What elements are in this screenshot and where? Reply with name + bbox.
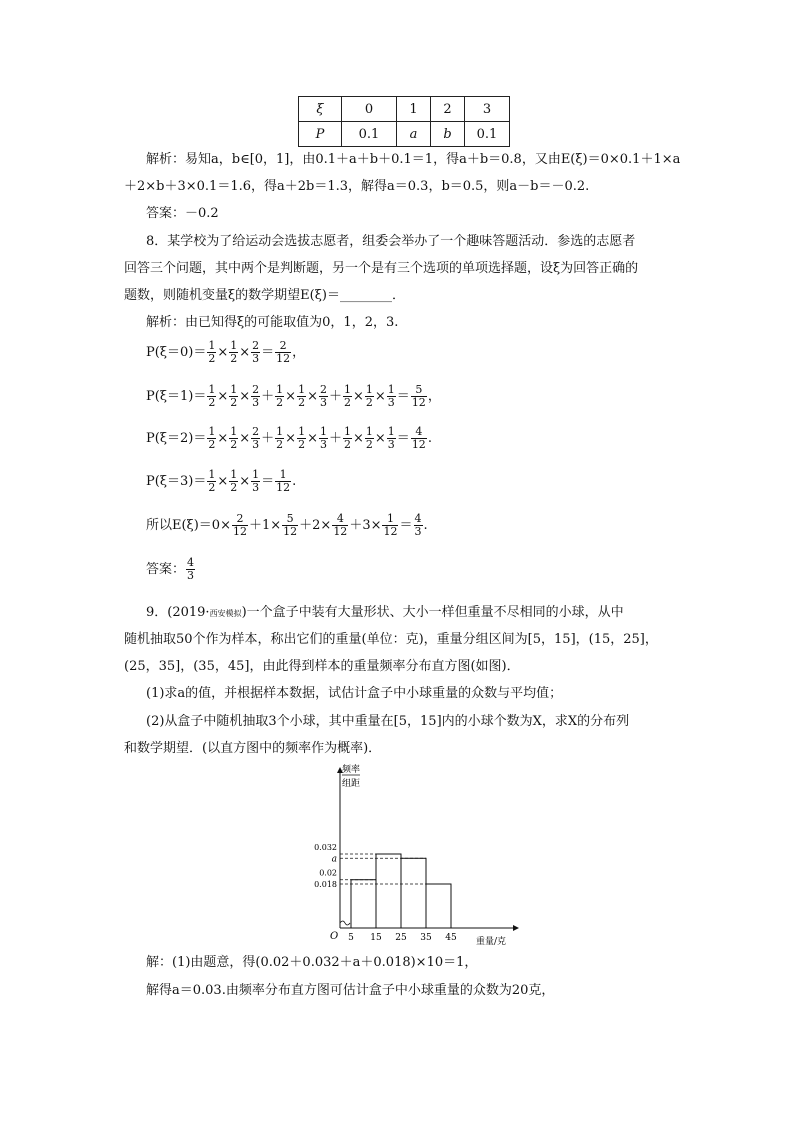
histogram-bar	[426, 884, 451, 928]
fraction: $\frac{2}{12}$	[276, 339, 291, 365]
fraction: $\frac{1}{12}$	[276, 468, 291, 494]
fraction: $\frac{4}{12}$	[333, 512, 348, 538]
p9-question-line2: 随机抽取50个作为样本，称出它们的重量(单位：克)，重量分组区间为[5，15]，(15，25]，	[124, 632, 658, 647]
fraction: $\frac{1}{2}$	[276, 425, 284, 451]
p9-question-line6: 和数学期望．(以直方图中的频率作为概率)．	[124, 741, 382, 756]
x-tick-label: 25	[395, 933, 407, 943]
y-label-bottom: 组距	[342, 779, 361, 789]
axis-break	[340, 921, 350, 925]
table-cell: 2	[431, 97, 465, 122]
table-row	[299, 122, 510, 147]
p9-question-line1: 9．(2019·西安模拟)一个盒子中装有大量形状、大小一样但重量不尽相同的小球，从中	[146, 605, 624, 620]
fraction: $\frac{1}{2}$	[343, 383, 351, 409]
table-row	[299, 97, 510, 122]
x-label: 重量/克	[476, 937, 507, 947]
fraction: $\frac{1}{2}$	[208, 383, 216, 409]
frequency-histogram	[300, 760, 530, 950]
x-tick-label: 35	[420, 933, 432, 943]
fraction: $\frac{5}{12}$	[283, 512, 298, 538]
table-cell: 0.1	[465, 122, 510, 147]
fraction: $\frac{1}{2}$	[208, 468, 216, 494]
fraction: $\frac{1}{2}$	[298, 383, 306, 409]
p8-prob-0: P(ξ＝0)＝ $\frac{1}{2}$ × $\frac{1}{2}$ × $\frac{2}{3}$ ＝ $\frac{2}{12}$ ，	[146, 339, 306, 365]
table-cell: a	[397, 122, 431, 147]
p7-answer: 答案：－0.2	[146, 206, 219, 221]
fraction: $\frac{1}{2}$	[365, 425, 373, 451]
fraction: $\frac{1}{2}$	[230, 383, 238, 409]
fraction: $\frac{1}{3}$	[319, 425, 327, 451]
fraction: $\frac{1}{2}$	[298, 425, 306, 451]
p7-solution-line2: ＋2×b＋3×0.1＝1.6，得a＋2b＝1.3，解得a＝0.3，b＝0.5，则a－b＝－0.2.	[124, 179, 590, 194]
fraction: $\frac{1}{2}$	[208, 339, 216, 365]
fraction: $\frac{1}{2}$	[343, 425, 351, 451]
equation-lhs: P(ξ＝0)＝	[146, 345, 207, 360]
fraction: $\frac{4}{3}$	[414, 512, 422, 538]
fraction: $\frac{4}{3}$	[187, 556, 195, 582]
histogram-bar	[401, 858, 426, 928]
equation-lhs: P(ξ＝1)＝	[146, 389, 207, 404]
x-tick-label: 15	[370, 933, 382, 943]
y-tick-label: a	[331, 854, 337, 865]
fraction: $\frac{2}{3}$	[252, 425, 260, 451]
table-cell: b	[431, 122, 465, 147]
p8-prob-2: P(ξ＝2)＝ $\frac{1}{2}$ × $\frac{1}{2}$ × $\frac{2}{3}$ ＋ $\frac{1}{2}$ × $\frac{1}{2}$ × $\frac{1}{3}$ ＋ $\frac{1}{2}$ × $\frac{1}{2}$ × $\frac{1}{3}$ ＝ $\frac{4}{12}$ .	[146, 425, 432, 451]
p8-question-line1: 8．某学校为了给运动会选拔志愿者，组委会举办了一个趣味答题活动．参选的志愿者	[146, 234, 636, 249]
fraction: $\frac{1}{12}$	[383, 512, 398, 538]
fraction: $\frac{2}{3}$	[319, 383, 327, 409]
p8-prob-3: P(ξ＝3)＝ $\frac{1}{2}$ × $\frac{1}{2}$ × $\frac{1}{3}$ ＝ $\frac{1}{12}$ .	[146, 468, 297, 494]
table-cell: 1	[397, 97, 431, 122]
table-cell: 0	[342, 97, 397, 122]
fraction: $\frac{5}{12}$	[411, 383, 426, 409]
x-tick-label: 5	[348, 933, 354, 943]
y-label-top: 频率	[342, 765, 361, 775]
fraction: $\frac{1}{2}$	[230, 468, 238, 494]
p9-question-part1: (1)求a的值，并根据样本数据，试估计盒子中小球重量的众数与平均值；	[146, 686, 563, 701]
y-tick-label: 0.018	[314, 880, 337, 889]
histogram-bar	[376, 854, 401, 928]
x-tick-label: 45	[445, 933, 457, 943]
p9-question-part2: (2)从盒子中随机抽取3个小球，其中重量在[5，15]内的小球个数为X，求X的分布列	[146, 714, 630, 729]
fraction: $\frac{2}{12}$	[232, 512, 247, 538]
table-cell: P	[299, 122, 342, 147]
histogram-bar	[351, 880, 376, 928]
p8-prob-1: P(ξ＝1)＝ $\frac{1}{2}$ × $\frac{1}{2}$ × $\frac{2}{3}$ ＋ $\frac{1}{2}$ × $\frac{1}{2}$ × $\frac{2}{3}$ ＋ $\frac{1}{2}$ × $\frac{1}{2}$ × $\frac{1}{3}$ ＝ $\frac{5}{12}$ ，	[146, 383, 441, 409]
table-cell: 3	[465, 97, 510, 122]
table-cell: ξ	[299, 97, 342, 122]
p9-solution-line2: 解得a＝0.03.由频率分布直方图可估计盒子中小球重量的众数为20克，	[146, 983, 555, 998]
p8-answer: 答案： $\frac{4}{3}$	[146, 556, 195, 582]
fraction: $\frac{1}{2}$	[276, 383, 284, 409]
fraction: $\frac{2}{3}$	[252, 339, 260, 365]
fraction: $\frac{1}{3}$	[387, 425, 395, 451]
fraction: $\frac{4}{12}$	[411, 425, 426, 451]
p8-question-line2: 回答三个问题，其中两个是判断题，另一个是有三个选项的单项选择题，设ξ为回答正确的	[124, 261, 639, 276]
p8-question-line3: 题数，则随机变量ξ的数学期望E(ξ)＝________．	[124, 288, 405, 303]
fraction: $\frac{1}{3}$	[252, 468, 260, 494]
fraction: $\frac{1}{3}$	[387, 383, 395, 409]
origin-label: O	[330, 931, 339, 942]
source-tag: 西安模拟	[209, 609, 242, 618]
fraction: $\frac{1}{2}$	[230, 339, 238, 365]
y-tick-label: 0.032	[314, 843, 337, 852]
distribution-table	[298, 96, 510, 147]
table-cell: 0.1	[342, 122, 397, 147]
fraction: $\frac{2}{3}$	[252, 383, 260, 409]
p7-solution-line1: 解析：易知a，b∈[0，1]，由0.1＋a＋b＋0.1＝1，得a＋b＝0.8，又由E(ξ)＝0×0.1＋1×a	[146, 152, 681, 167]
fraction: $\frac{1}{2}$	[365, 383, 373, 409]
p9-question-line3: (25，35]，(35，45]，由此得到样本的重量频率分布直方图(如图)．	[124, 659, 520, 674]
p8-solution-intro: 解析：由已知得ξ的可能取值为0，1，2，3.	[146, 315, 399, 330]
equation-lhs: P(ξ＝3)＝	[146, 474, 207, 489]
p8-expectation: 所以E(ξ)＝0× $\frac{2}{12}$ ＋1× $\frac{5}{12}$ ＋2× $\frac{4}{12}$ ＋3× $\frac{1}{12}$ ＝ $\frac{4}{3}$ .	[146, 512, 428, 538]
y-tick-label: 0.02	[319, 868, 337, 878]
fraction: $\frac{1}{2}$	[208, 425, 216, 451]
equation-lhs: 所以E(ξ)＝0×	[146, 518, 231, 533]
fraction: $\frac{1}{2}$	[230, 425, 238, 451]
equation-lhs: P(ξ＝2)＝	[146, 431, 207, 446]
p9-solution-line1: 解：(1)由题意，得(0.02＋0.032＋a＋0.018)×10＝1，	[146, 955, 478, 970]
